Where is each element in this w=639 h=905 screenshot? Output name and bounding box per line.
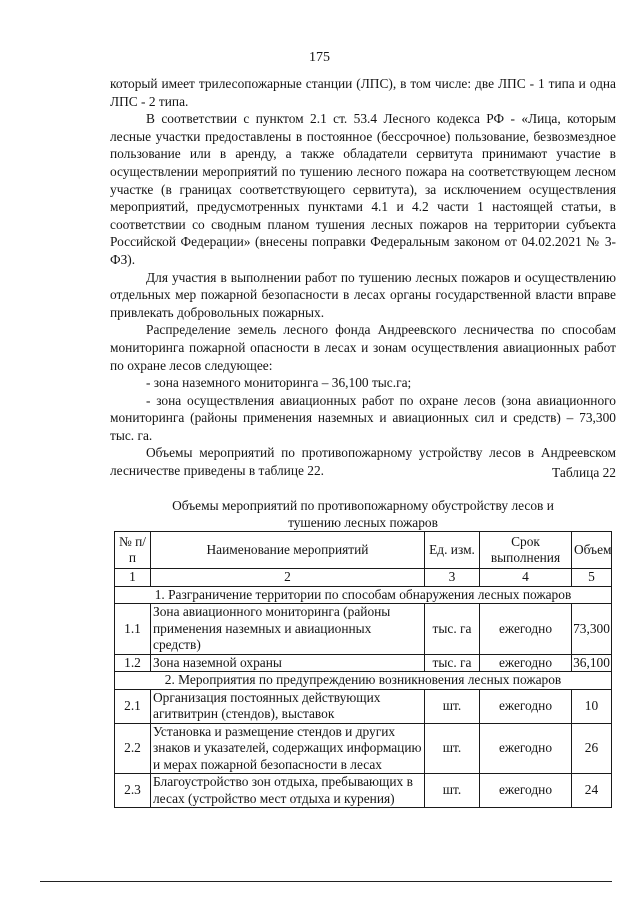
- row-number: 1.1: [115, 604, 151, 655]
- footer-rule: [40, 881, 612, 882]
- row-name: Организация постоянных действующих агитвитрин (стендов), выставок: [151, 689, 425, 723]
- table-header-row: [115, 532, 612, 569]
- row-unit: шт.: [425, 723, 480, 774]
- row-volume: 10: [572, 689, 612, 723]
- row-volume: 24: [572, 774, 612, 808]
- row-unit: тыс. га: [425, 604, 480, 655]
- index-cell: 1: [115, 569, 151, 587]
- table-caption-line-2: тушению лесных пожаров: [288, 515, 438, 530]
- table-body: [115, 586, 612, 808]
- row-name: Зона авиационного мониторинга (районы применения наземных и авиационных средств): [151, 604, 425, 655]
- section-row: [115, 586, 612, 604]
- section-title: 2. Мероприятия по предупреждению возникновения лесных пожаров: [115, 672, 612, 690]
- paragraph: Распределение земель лесного фонда Андреевского лесничества по способам мониторинга пожарной опасности в лесах и зонам осуществления авиационных работ по охране лесов следующее:: [110, 322, 616, 373]
- table-row: [115, 774, 612, 808]
- page-number: 175: [309, 50, 330, 65]
- row-term: ежегодно: [480, 689, 572, 723]
- paragraph: В соответствии с пунктом 2.1 ст. 53.4 Лесного кодекса РФ - «Лица, которым лесные участки предоставлены в постоянное (бессрочное) пользование, безвозмездное пользование или в аренду, а также обладатели сервитута принимают участие в осуществлении мероприятий по тушению лесного пожара на соответствующем лесном участке (в границах соответствующего сервитута), за исключением осуществления мероприятий, предусмотренных пунктами 4.1 и 4.2 части 1 настоящей статьи, в соответствии со сводным планом тушения лесных пожаров на территории субъекта Российской Федерации» (внесены поправки Федеральным законом от 04.02.2021 № 3-ФЗ).: [110, 111, 616, 267]
- row-term: ежегодно: [480, 604, 572, 655]
- table-label: Таблица 22: [552, 465, 616, 480]
- header-volume: Объем: [572, 532, 612, 569]
- row-name: Зона наземной охраны: [151, 654, 425, 672]
- header-term: Срок выполнения: [480, 532, 572, 569]
- paragraph: который имеет трилесопожарные станции (ЛПС), в том числе: две ЛПС - 1 типа и одна ЛПС - 2 типа.: [110, 76, 616, 109]
- table-row: [115, 654, 612, 672]
- row-volume: 73,300: [572, 604, 612, 655]
- index-cell: 2: [151, 569, 425, 587]
- row-name: Установка и размещение стендов и других знаков и указателей, содержащих информацию и мерах пожарной безопасности в лесах: [151, 723, 425, 774]
- body-text: [110, 75, 616, 480]
- header-number: № п/п: [115, 532, 151, 569]
- list-item: - зона наземного мониторинга – 36,100 тыс.га;: [146, 375, 412, 391]
- row-unit: шт.: [425, 689, 480, 723]
- measures-table: [114, 531, 612, 808]
- row-unit: тыс. га: [425, 654, 480, 672]
- index-cell: 3: [425, 569, 480, 587]
- paragraph: Объемы мероприятий по противопожарному устройству лесов в Андреевском лесничестве приведены в таблице 22.: [110, 445, 616, 479]
- table-caption: [110, 497, 616, 531]
- table-row: [115, 604, 612, 655]
- row-number: 1.2: [115, 654, 151, 672]
- table-caption-line-1: Объемы мероприятий по противопожарному обустройству лесов и: [172, 498, 554, 513]
- row-volume: 36,100: [573, 654, 610, 670]
- header-name: Наименование мероприятий: [151, 532, 425, 569]
- index-cell: 5: [572, 569, 612, 587]
- row-term: ежегодно: [480, 723, 572, 774]
- table-index-row: [115, 569, 612, 587]
- section-row: [115, 672, 612, 690]
- row-number: 2.3: [115, 774, 151, 808]
- list-item: - зона осуществления авиационных работ по охране лесов (зона авиационного мониторинга (районы применения наземных и авиационных сил и средств) – 73,300 тыс. га.: [110, 392, 616, 443]
- table-row: [115, 723, 612, 774]
- row-term: ежегодно: [480, 774, 572, 808]
- row-unit: шт.: [425, 774, 480, 808]
- paragraph: Для участия в выполнении работ по тушению лесных пожаров и осуществлению отдельных мер пожарной безопасности в лесах органы государственной власти вправе привлекать добровольных пожарных.: [110, 269, 616, 320]
- row-volume: 26: [572, 723, 612, 774]
- header-unit: Ед. изм.: [425, 532, 480, 569]
- section-title: 1. Разграничение территории по способам обнаружения лесных пожаров: [115, 586, 612, 604]
- table-row: [115, 689, 612, 723]
- row-term: ежегодно: [480, 654, 572, 672]
- index-cell: 4: [480, 569, 572, 587]
- row-number: 2.2: [115, 723, 151, 774]
- row-name: Благоустройство зон отдыха, пребывающих в лесах (устройство мест отдыха и курения): [151, 774, 425, 808]
- row-number: 2.1: [115, 689, 151, 723]
